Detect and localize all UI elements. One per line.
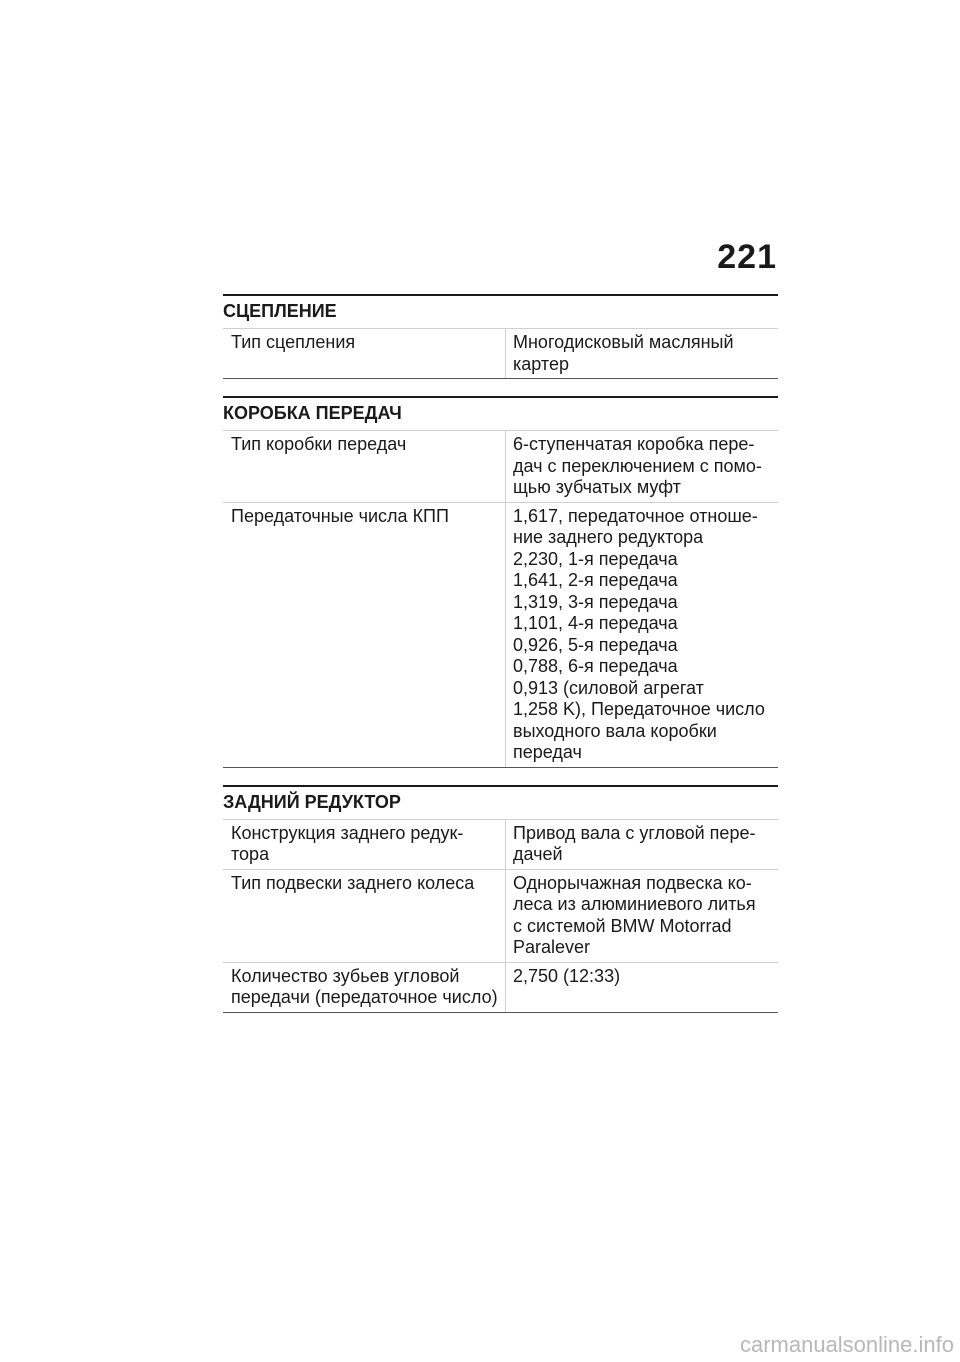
value-line: передач [513, 742, 582, 762]
value-line: Однорычажная подвеска ко- [513, 872, 752, 893]
value-line: 1,258 K), Передаточное число [513, 699, 765, 719]
section-title: СЦЕПЛЕНИЕ [223, 294, 778, 328]
value-line: 1,617, передаточное отноше- [513, 505, 758, 526]
section-gearbox [223, 396, 778, 768]
spec-label [223, 819, 506, 869]
value-line: дачей [513, 844, 563, 864]
value-line: 0,913 (силовой агрегат [513, 677, 704, 698]
spec-value [506, 962, 779, 1012]
table-row [223, 431, 778, 503]
spec-value [506, 431, 779, 503]
spec-label [223, 962, 506, 1012]
spec-label [223, 329, 506, 379]
value-line: картер [513, 353, 569, 374]
value-line: 0,788, 6-я передача [513, 656, 678, 676]
spec-value [506, 329, 779, 379]
value-line: 2,230, 1-я передача [513, 548, 678, 569]
label-line: Тип сцепления [231, 332, 356, 352]
label-line: Количество зубьев угловой [231, 965, 460, 986]
spec-table [223, 430, 778, 768]
value-line: 1,641, 2-я передача [513, 570, 678, 590]
spec-label [223, 502, 506, 767]
value-line: 0,926, 5-я передача [513, 634, 678, 655]
value-line: 6-ступенчатая коробка пере- [513, 434, 755, 454]
section-title: ЗАДНИЙ РЕДУКТОР [223, 785, 778, 819]
section-title: КОРОБКА ПЕРЕДАЧ [223, 396, 778, 430]
label-line: Тип коробки передач [231, 434, 407, 454]
value-line: 1,101, 4-я передача [513, 613, 678, 633]
table-row [223, 962, 778, 1012]
spec-content [223, 294, 778, 1030]
spec-label [223, 869, 506, 962]
section-clutch [223, 294, 778, 379]
table-row [223, 329, 778, 379]
value-line: с системой BMW Motorrad [513, 915, 732, 936]
label-line: Конструкция заднего редук- [231, 822, 464, 843]
value-line: Многодисковый масляный [513, 332, 734, 352]
spec-value [506, 869, 779, 962]
spec-label [223, 431, 506, 503]
watermark: carmanualsonline.info [739, 1332, 954, 1357]
value-line: 1,319, 3-я передача [513, 591, 678, 612]
table-row [223, 869, 778, 962]
value-line: ние заднего редуктора [513, 527, 704, 547]
table-row [223, 819, 778, 869]
spec-table [223, 819, 778, 1013]
value-line: леса из алюминиевого литья [513, 894, 756, 914]
table-row [223, 502, 778, 767]
value-line: 2,750 (12:33) [513, 965, 621, 986]
value-line: дач с переключением с помо- [513, 455, 762, 476]
section-rear-drive [223, 785, 778, 1013]
value-line: щью зубчатых муфт [513, 477, 681, 497]
spec-value [506, 502, 779, 767]
spec-value [506, 819, 779, 869]
value-line: Paralever [513, 937, 591, 957]
value-line: Привод вала с угловой пере- [513, 822, 756, 843]
page-number: 221 [717, 238, 777, 276]
spec-table [223, 328, 778, 379]
label-line: Тип подвески заднего колеса [231, 872, 475, 893]
label-line: тора [231, 844, 270, 864]
label-line: Передаточные числа КПП [231, 505, 449, 526]
value-line: выходного вала коробки [513, 720, 717, 741]
label-line: передачи (передаточное число) [231, 987, 498, 1007]
